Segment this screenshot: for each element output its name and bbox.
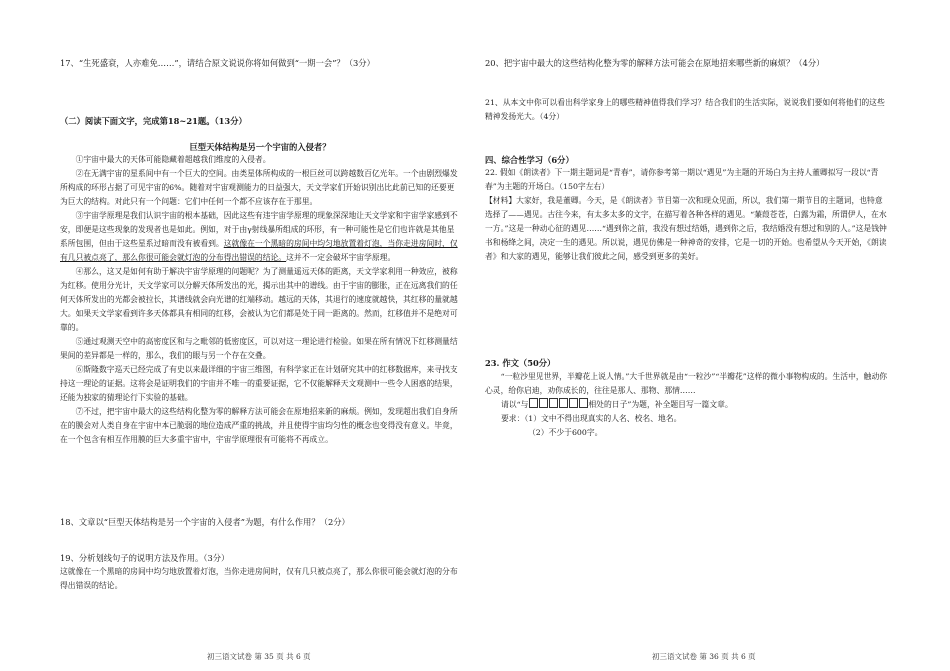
paragraph-3-text-b: 这并不一定会破坏宇宙学原理。 [286,253,396,262]
right-page-footer: 初三语文试卷 第 36 页 共 6 页 [652,652,756,661]
title-blank [528,400,588,409]
prompt-prefix: 请以“与 [501,400,529,409]
prompt-suffix: 相处的日子”为题，补全题目写一篇文章。 [588,400,733,409]
underlined-sentence: 这就像在一个黑暗的房间中均匀地放置着灯泡，当你走进房间时，仅有几只被点亮了，那么你很可能会就灯泡的分布得出错误的结论。 [60,239,458,262]
question-23-requirement-2: （2）不少于600字。 [528,428,603,437]
question-23-text: “一粒沙里见世界，半瓣花上说人情。”大千世界就是由“一粒沙”“半瓣花”这样的微小事物构成的。生活中，触动你心灵，给你启迪，劝你成长的，往往是那人、那物、那情…… [485,372,888,395]
question-17: 17、“生死盛衰，人亦难免……”，请结合原文说说你将如何做到“一期一会”？（3分） [60,58,375,68]
section-4-heading: 四、综合性学习（6分） [485,155,574,165]
article-body [60,153,460,447]
paragraph-3-text-a: ③宇宙学原理是我们认识宇宙的根本基础，因此这些有违宇宙学原理的现象深深地让天文学家和宇宙学家感到不安，即便是这些现象的发现者也是如此。例如，对于由γ射线暴所组成的环形，有一种可能性是它们也许就是其他星系所包围，但由于这些星系过暗而没有被看到。 [60,211,458,248]
question-18: 18、文章以“巨型天体结构是另一个宇宙的入侵者”为题，有什么作用？（2分） [60,517,350,527]
paragraph-7: ⑦不过，把宇宙中最大的这些结构化整为零的解释方法可能会在原地招来新的麻烦。例如，发现超出我们自身所在的膜会对人类自身在宇宙中本已脆弱的地位造成严重的挑战，并且使得宇宙均匀性的概念也变得没有意义。毕竟，在一个包含有相互作用膜的巨大多重宇宙中，宇宙学原理很有可能将不再成立。 [60,407,458,444]
paragraph-3 [60,209,460,265]
paragraph-4: ④那么，这又是如何有助于解决宇宙学原理的问题呢？为了测量遥远天体的距离，天文学家利用一种效应，被称为红移。使用分光计，天文学家可以分解天体所发出的光，揭示出其中的谱线。由于宇宙的膨胀，正在远离我们的任何天体所发出的光都会被拉长，其谱线就会向光谱的红端移动。越远的天体，其退行的速度就越快，其红移的量就越大。如果天文学家看到许多天体都具有相同的红移，会被认为它们都是处于同一距离的。然而，红移值并不是绝对可靠的。 [60,267,458,332]
question-19: 19、分析划线句子的说明方法及作用。（3分） [60,553,230,563]
left-page-footer: 初三语文试卷 第 35 页 共 6 页 [207,652,311,661]
paragraph-6: ⑥斯隆数字巡天已经完成了有史以来最详细的宇宙三维图，有科学家正在计划研究其中的红移数据库，来寻找支持这一理论的证据。这将会是证明我们的宇宙并不唯一的重要证据，它不仅能解释天文观测中一些令人困惑的结果，还能为独家的猜理论行下实验的基础。 [60,365,458,402]
question-21: 21、从本文中你可以看出科学家身上的哪些精神值得我们学习？结合我们的生活实际，说说我们要如何将他们的这些精神发扬光大。（4分） [485,98,885,121]
article-title: 巨型天体结构是另一个宇宙的入侵者？ [189,142,331,152]
question-23-heading: 23. 作文（50分） [485,358,556,368]
section-2-heading: （二）阅读下面文字，完成第18~21题。（13分） [60,116,247,126]
question-19-quote: 这就像在一个黑暗的房间中均匀地放置着灯泡，当你走进房间时，仅有几只被点亮了，那么你很可能会就灯泡的分布得出错误的结论。 [60,567,458,590]
question-22: 22. 假如《朗读者》下一期主题词是“青春”，请你参考第一期以“遇见”为主题的开场白为主持人董卿拟写一段以“青春”为主题的开场白。（150字左右） [485,168,879,191]
paragraph-5: ⑤通过观测天空中的高密度区和与之毗邻的低密度区，可以对这一理论进行检验。如果在所有情况下红移测量结果间的差异都是一样的，那么，我们的眼与另一个存在交叠。 [60,337,458,360]
question-23-requirement-1: 要求：（1）文中不得出现真实的人名、校名、地名。 [501,414,682,423]
paragraph-1: ①宇宙中最大的天体可能隐藏着超越我们维度的入侵者。 [75,155,271,164]
paragraph-2: ②在无满宇宙的星系间中有一个巨大的空间。由类星体所构成的一根巨丝可以跨越数百亿光年。一个由剧烈爆发所构成的环形占据了可见宇宙的6%。随着对宇宙观测能力的日益强大，天文学家们开始识别出比此前已知的还要更为巨大的结构。对此只有一个问题：它们中任何一个都不应该存在于那里。 [60,169,458,206]
question-23-prompt [501,398,733,412]
question-20: 20、把宇宙中最大的这些结构化整为零的解释方法可能会在原地招来哪些新的麻烦？（4分） [485,58,825,68]
material-passage: 【材料】大家好，我是董卿。今天，是《朗读者》节目第一次和现众见面，所以，我们第一期节目的主题词，也特意选择了——遇见。古往今来，有太多太多的文字，在描写着各种各样的遇见。“蒹葭苍苍，白露为霜，所谓伊人，在水一方。”这是一种动心征的遇见……“遇到你之前，我没有想过结婚，遇到你之后，我结婚没有想过和别的人。”这是钱钟书和杨绛之间，决定一生的遇见。所以说，遇见仿佛是一种神奇的安排，它是一切的开始。也希望从今天开始，《朗读者》和大家的遇见，能够让我们彼此之间，感受到更多的美好。 [485,196,887,261]
